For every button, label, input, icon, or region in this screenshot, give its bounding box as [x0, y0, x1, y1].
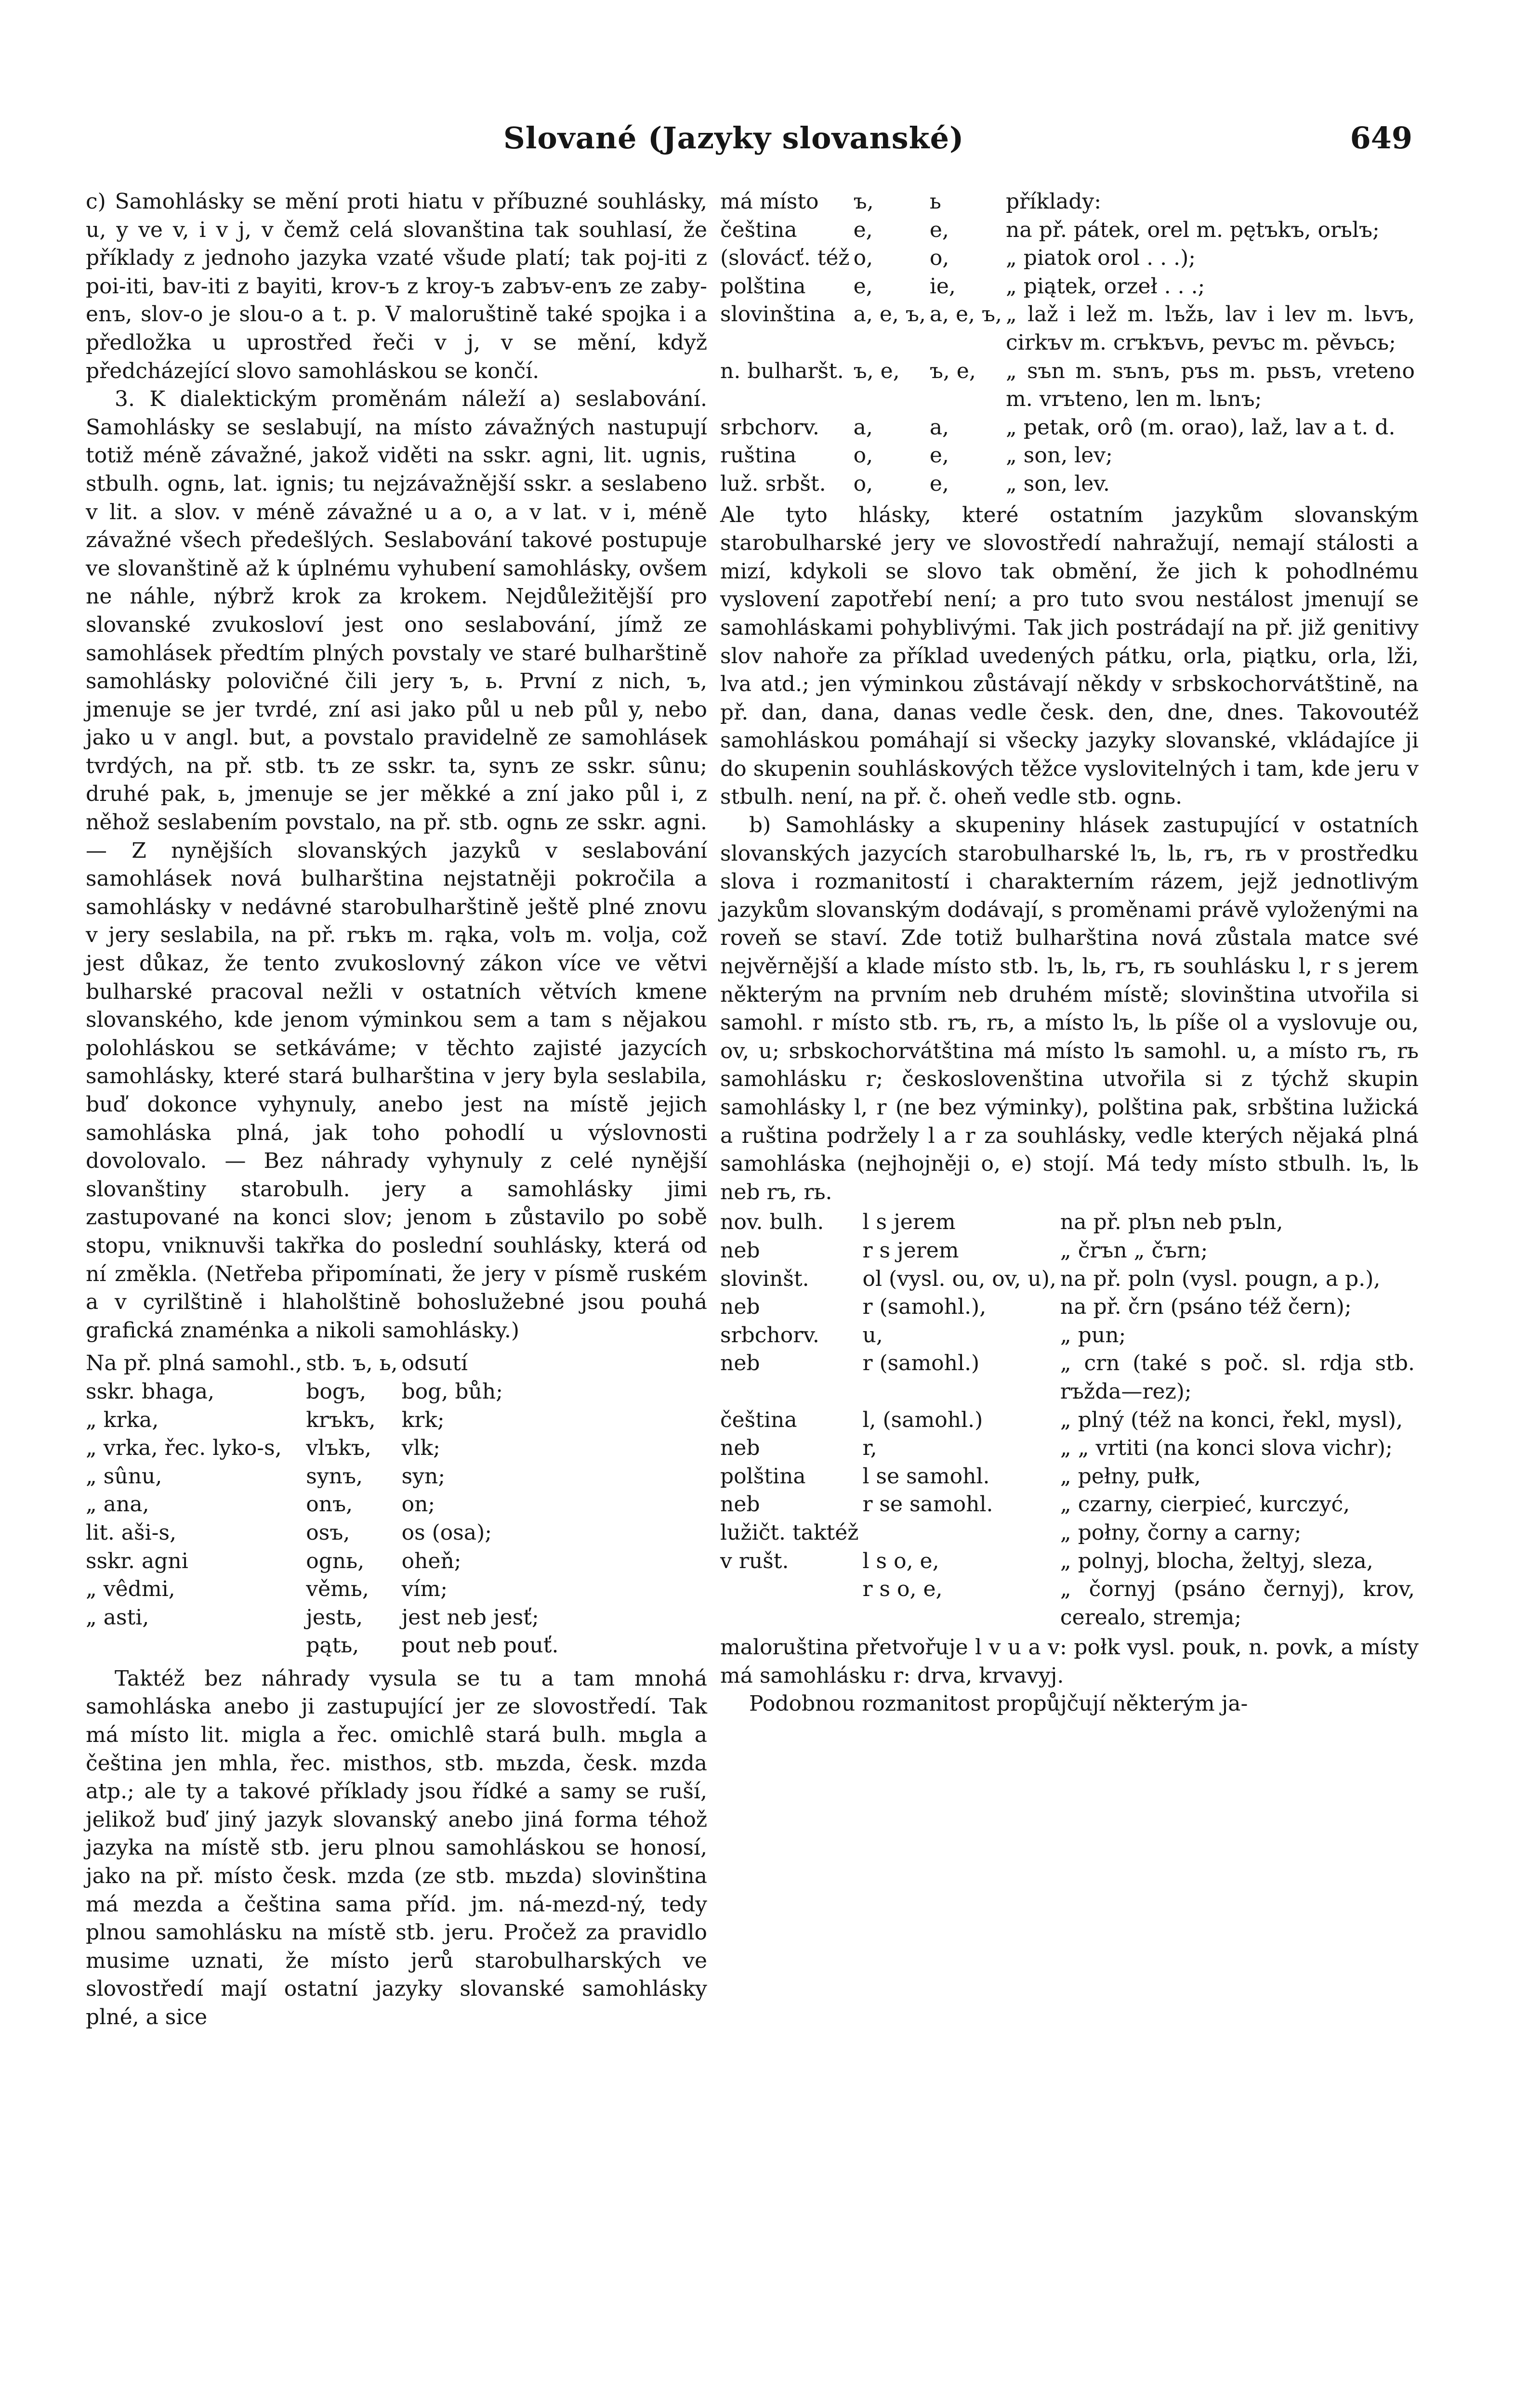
table-cell: „ son, lev. — [1006, 471, 1110, 496]
table-cell: na př. poln (vysl. pougn, a p.), — [1060, 1266, 1381, 1291]
table-row — [720, 1575, 1419, 1632]
paragraph-podobnou: Podobnou rozmanitost propůjčují některým ja- — [749, 1691, 1248, 1716]
table-row — [86, 1434, 562, 1463]
table-cell: „ pełny, pułk, — [1060, 1464, 1201, 1489]
table-cell: on; — [401, 1492, 435, 1517]
table-cell — [862, 1519, 1060, 1547]
table-cell: „ plný (též na konci, řekl, mysl), — [1060, 1407, 1403, 1432]
table-cell: na př. črn (psáno též čern); — [1060, 1295, 1352, 1320]
table-row — [86, 1519, 562, 1547]
table-cell: neb — [720, 1238, 760, 1263]
table-row — [720, 216, 1419, 245]
table-row — [720, 1265, 1419, 1294]
table-row — [720, 1322, 1419, 1350]
table-cell: na př. plъn neb pъln, — [1060, 1210, 1283, 1235]
table-cell: sskr. agni — [86, 1548, 188, 1573]
table-cell: os (osa); — [401, 1520, 492, 1545]
left-column — [86, 188, 707, 2032]
table-cell: „ laž i lež m. lъžь, lav i lev m. lьvъ, cirkъv m. crъkъvь, pevъc m. pěvьcь; — [1006, 302, 1415, 355]
table-cell: vím; — [401, 1577, 448, 1602]
table-cell: ol (vysl. ou, ov, u), — [862, 1266, 1056, 1291]
table-cell: ь — [929, 189, 941, 214]
table-cell: o, — [853, 443, 873, 468]
table-cell: oheň; — [401, 1548, 461, 1573]
table-cell: „ vêdmi, — [86, 1577, 175, 1602]
page-number: 649 — [1350, 120, 1412, 156]
table-cell: (slovácť. též — [720, 246, 850, 271]
table-cell: r (samohl.) — [862, 1351, 980, 1376]
table-cell: o, — [853, 471, 873, 496]
table-cell: jestь, — [306, 1605, 363, 1630]
table-cell: stb. ъ, ь, — [306, 1351, 398, 1376]
table-cell: r se samohl. — [862, 1492, 993, 1517]
table-cell: polština — [720, 1464, 806, 1489]
table-cell: odsutí — [401, 1351, 468, 1376]
table-row — [720, 442, 1419, 470]
table-row — [720, 1349, 1419, 1406]
table-cell: krъkъ, — [306, 1407, 376, 1432]
table-cell: slovinšt. — [720, 1266, 809, 1291]
table-row — [86, 1604, 562, 1632]
table-cell: „ pun; — [1060, 1322, 1126, 1348]
table-cell: polština — [720, 274, 806, 299]
table-cell: synъ, — [306, 1464, 363, 1489]
table-cell: „ sûnu, — [86, 1464, 162, 1489]
right-column — [720, 188, 1419, 1718]
table-cell: Na př. plná samohl., — [86, 1351, 303, 1376]
examples-table-left — [86, 1349, 562, 1660]
table-cell: srbchorv. — [720, 415, 819, 440]
table-row — [720, 1237, 1419, 1265]
table-cell: „ krka, — [86, 1407, 159, 1432]
table-cell: „ „ vrtiti (na konci slova vichr); — [1060, 1436, 1393, 1461]
table-cell: pout neb pouť. — [401, 1633, 559, 1658]
table-cell: e, — [929, 443, 949, 468]
table-row — [720, 414, 1419, 442]
table-row — [720, 273, 1419, 301]
table-cell: a, — [929, 415, 949, 440]
table-cell: onъ, — [306, 1492, 353, 1517]
table-cell: a, e, ъ, — [853, 302, 926, 327]
table-cell: ъ, e, — [929, 358, 976, 383]
paragraph-maloruslina: maloruština přetvořuje l v u a v: połk vysl. pouk, n. povk, a místy má samohlásku r: drva, krvavyj. — [720, 1635, 1419, 1688]
table-cell: srbchorv. — [720, 1322, 819, 1348]
table-cell: bog, bůh; — [401, 1379, 503, 1404]
table-row — [86, 1632, 562, 1660]
table-row — [720, 1293, 1419, 1322]
table-cell: pątь, — [306, 1633, 359, 1658]
table-cell: neb — [720, 1295, 760, 1320]
table-cell: „ črъn „ čъrn; — [1060, 1238, 1208, 1263]
table-row — [720, 188, 1419, 216]
running-header: Slované (Jazyky slovanské) — [503, 120, 964, 156]
table-cell: ognь, — [306, 1548, 365, 1573]
examples-table-right-1 — [720, 188, 1419, 498]
table-cell: „ asti, — [86, 1605, 149, 1630]
table-row — [720, 1406, 1419, 1435]
table-cell: „ ana, — [86, 1492, 149, 1517]
table-cell: vlъkъ, — [306, 1436, 371, 1461]
table-cell: „ piatok orol . . .); — [1006, 246, 1196, 271]
table-row — [720, 1208, 1419, 1237]
table-cell: e, — [929, 471, 949, 496]
table-row — [86, 1349, 562, 1378]
table-cell: r s jerem — [862, 1238, 959, 1263]
paragraph-taktez: Taktéž bez náhrady vysula se tu a tam mnohá samohláska anebo ji zastupující jer ze slovostředí. Tak má místo lit. migla a řec. omichlê stará bulh. mьgla a čeština jen mhla, řec. misthos, stb. mьzda, česk. mzda atp.; ale ty a takové příklady jsou řídké a samy se ruší, jelikož buď jiný jazyk slovanský anebo jiná forma téhož jazyka na místě stb. jeru plnou samohláskou se honosí, jako na př. místo česk. mzda (ze stb. mьzda) slovinština má mezda a čeština sama příd. jm. ná-mezd-ný, tedy plnou samohlásku na místě stb. jeru. Pročež za pravidlo musime uznati, že místo jerů starobulharských ve slovostředí mají ostatní jazyky slovanské samohlásky plné, a sice — [86, 1666, 707, 2029]
table-cell: osъ, — [306, 1520, 350, 1545]
table-cell: čeština — [720, 1407, 797, 1432]
table-row — [720, 1519, 1419, 1547]
table-row — [86, 1463, 562, 1491]
table-cell: u, — [862, 1322, 883, 1348]
table-cell — [86, 1632, 306, 1660]
table-row — [720, 301, 1419, 357]
table-cell: „ sъn m. sъnъ, pъs m. pьsъ, vreteno m. vrъteno, len m. lьnъ; — [1006, 358, 1415, 412]
table-cell: syn; — [401, 1464, 446, 1489]
table-cell: „ czarny, cierpieć, kurczyć, — [1060, 1492, 1350, 1517]
table-cell: krk; — [401, 1407, 445, 1432]
table-cell: r (samohl.), — [862, 1295, 987, 1320]
table-cell: sskr. bhaga, — [86, 1379, 215, 1404]
table-cell: neb — [720, 1492, 760, 1517]
table-row — [720, 1547, 1419, 1576]
table-cell: n. bulharšt. — [720, 358, 844, 383]
table-cell: ie, — [929, 274, 956, 299]
table-cell: o, — [853, 246, 873, 271]
paragraph-dialect: 3. K dialektickým proměnám náleží a) seslabování. Samohlásky se seslabují, na místo závažných nastupují totiž méně závažné, jakož viděti na sskr. agni, lit. ugnis, stbulh. ognь, lat. ignis; tu nejzávažnější sskr. a seslabeno v lit. a slov. v méně závažné u a o, a v lat. v i, méně závažné všech předešlých. Seslabování takové postupuje ve slovanštině až k úplnému vyhubení samohlásky, ovšem ne náhle, nýbrž krok za krokem. Nejdůležitější pro slovanské zvukosloví jest ono seslabování, jímž ze samohlásek předtím plných povstaly ve staré bulharštině samohlásky polovičné čili jery ъ, ь. První z nich, ъ, jmenuje se jer tvrdé, zní asi jako půl u neb půl y, nebo jako u v angl. but, a povstalo pravidelně ze samohlásek tvrdých, na př. stb. tъ ze sskr. ta, synъ ze sskr. sûnu; druhé pak, ь, jmenuje se jer měkké a zní jako půl i, z něhož seslabením povstalo, na př. stb. ognь ze sskr. agni. — Z nynějších slovanských jazyků v seslabování samohlásek nová bulharština nejstatněji pokročila a samohlásky v nedávné starobulharštině ještě plné znovu v jery seslabila, na př. rъkъ m. rąka, volъ m. volja, což jest důkaz, že tento zvukoslovný zákon více ve větvi bulharské pracoval nežli v ostatních větvích kmene slovanského, kde jenom výminkou sem a tam s nějakou polohláskou se setkáváme; v těchto zajisté jazycích samohlásky, které stará bulharština v jery byla seslabila, buď dokonce vyhynuly, anebo jest na místě jejich samohláska plná, jak toho pohodlí u výslovnosti dovolovalo. — Bez náhrady vyhynuly z celé nynější slovanštiny starobulh. jery a samohlásky jimi zastupované na konci slov; jenom ь zůstavilo po sobě stopu, vniknuvši takřka do poslední souhlásky, která od ní změkla. (Netřeba připomínati, že jery v písmě ruském a v cyrilštině i hlaholštině bohoslužebné jsou pouhá grafická znaménka a nikoli samohlásky.) — [86, 387, 707, 1343]
table-cell: lužičt. taktéž — [720, 1520, 859, 1545]
table-cell: neb — [720, 1351, 760, 1376]
table-cell: l se samohl. — [862, 1464, 990, 1489]
table-cell: r, — [862, 1436, 877, 1461]
table-cell: „ polnyj, blocha, želtyj, sleza, — [1060, 1548, 1373, 1573]
table-cell: l, (samohl.) — [862, 1407, 983, 1432]
table-cell: má místo — [720, 189, 819, 214]
table-cell: „ petak, orô (m. orao), laž, lav a t. d. — [1006, 415, 1396, 440]
table-row — [86, 1547, 562, 1576]
table-cell: „ piątek, orzeł . . .; — [1006, 274, 1205, 299]
table-cell: luž. srbšt. — [720, 471, 826, 496]
table-cell: ъ, — [853, 189, 874, 214]
table-row — [720, 1491, 1419, 1519]
table-row — [86, 1575, 562, 1604]
table-cell: příklady: — [1006, 189, 1102, 214]
table-cell: „ son, lev; — [1006, 443, 1113, 468]
table-cell: v rušt. — [720, 1548, 789, 1573]
table-cell: na př. pátek, orel m. pętъkъ, orьlъ; — [1006, 217, 1380, 242]
table-cell: e, — [853, 217, 873, 242]
table-cell: l s jerem — [862, 1210, 956, 1235]
table-cell: e, — [853, 274, 873, 299]
table-cell: vlk; — [401, 1436, 440, 1461]
table-cell: o, — [929, 246, 949, 271]
table-cell: bogъ, — [306, 1379, 367, 1404]
table-cell: slovinština — [720, 302, 836, 327]
table-row — [86, 1378, 562, 1406]
table-cell: „ čornyj (psáno černyj), krov, cerealo, stremja; — [1060, 1577, 1415, 1630]
table-cell: lit. aši-s, — [86, 1520, 177, 1545]
table-row — [720, 357, 1419, 414]
table-cell: e, — [929, 217, 949, 242]
table-cell: a, — [853, 415, 873, 440]
table-cell: l s o, e, — [862, 1548, 939, 1573]
table-cell: ruština — [720, 443, 797, 468]
table-cell — [720, 1575, 862, 1632]
table-cell: čeština — [720, 217, 797, 242]
table-cell: „ połny, čorny a carny; — [1060, 1520, 1302, 1545]
table-row — [720, 244, 1419, 273]
table-row — [86, 1491, 562, 1519]
examples-table-right-2 — [720, 1208, 1419, 1632]
table-cell: nov. bulh. — [720, 1210, 824, 1235]
table-cell: neb — [720, 1436, 760, 1461]
table-cell: ъ, e, — [853, 358, 900, 383]
table-cell: věmь, — [306, 1577, 369, 1602]
table-row — [720, 470, 1419, 498]
table-cell: r s o, e, — [862, 1577, 943, 1602]
table-cell: jest neb jesť; — [401, 1605, 539, 1630]
table-row — [720, 1463, 1419, 1491]
paragraph-c: c) Samohlásky se mění proti hiatu v příbuzné souhlásky, u, y ve v, i v j, v čemž celá slovanština tak souhlasí, že příklady z jednoho jazyka vzaté všude platí; tak poj-iti z poi-iti, bav-iti z bayiti, krov-ъ z kroy-ъ zabъv-enъ ze zaby-enъ, slov-o je slou-o a t. p. V maloruštině také spojka i a předložka u uprostřed řeči v j, v se mění, když předcházející slovo samohláskou se končí. — [86, 189, 707, 383]
table-cell: „ vrka, řec. lyko-s, — [86, 1436, 282, 1461]
paragraph-b: b) Samohlásky a skupeniny hlásek zastupující v ostatních slovanských jazycích starobulharské lъ, lь, rъ, rь v prostředku slova i rozmanitostí i charakterním rázem, jejž jednotlivým jazykům slovanským dodávají, s proměnami právě vyloženými na roveň se staví. Zde totiž bulharština nová zůstala matce své nejvěrnější a klade místo stb. lъ, lь, rъ, rь souhlásku l, r s jerem některým na prvním neb druhém místě; slovinština utvořila si samohl. r místo stb. rъ, rь, a místo lъ, lь píše ol a vyslovuje ou, ov, u; srbskochorvátština má místo lъ samohl. u, a místo rъ, rь samohlásku r; českoslovenština utvořila si z týchž skupin samohlásky l, r (ne bez výminky), polština pak, srbština lužická a ruština podržely l a r za souhlásky, vedle kterých nějaká plná samohláska (nejhojněji o, e) stojí. Má tedy místo stbulh. lъ, lь neb rъ, rь. — [720, 813, 1419, 1204]
table-row — [86, 1406, 562, 1435]
table-cell: a, e, ъ, — [929, 302, 1002, 327]
paragraph-ale: Ale tyto hlásky, které ostatním jazykům slovanským starobulharské jery ve slovostředí nahražují, nemají stálosti a mizí, kdykoli se slovo tak obmění, že jich k pohodlnému vyslovení zapotřebí není; a pro tuto svou nestálost jmenují se samohláskami pohyblivými. Tak jich postrádají na př. již genitivy slov nahoře za příklad uvedených pátku, orla, piątku, orla, lži, lva atd.; jen výminkou zůstávají někdy v srbskochorvátštině, na př. dan, dana, danas vedle česk. den, dne, dnes. Takovoutéž samohláskou pomáhají si všecky jazyky slovanské, vkládajíce ji do skupenin souhláskových těžce vyslovitelných i tam, kde jeru v stbulh. není, na př. č. oheň vedle stb. ognь. — [720, 502, 1419, 810]
table-cell: „ crn (také s poč. sl. rdja stb. rъžda—rez); — [1060, 1351, 1415, 1404]
table-row — [720, 1434, 1419, 1463]
